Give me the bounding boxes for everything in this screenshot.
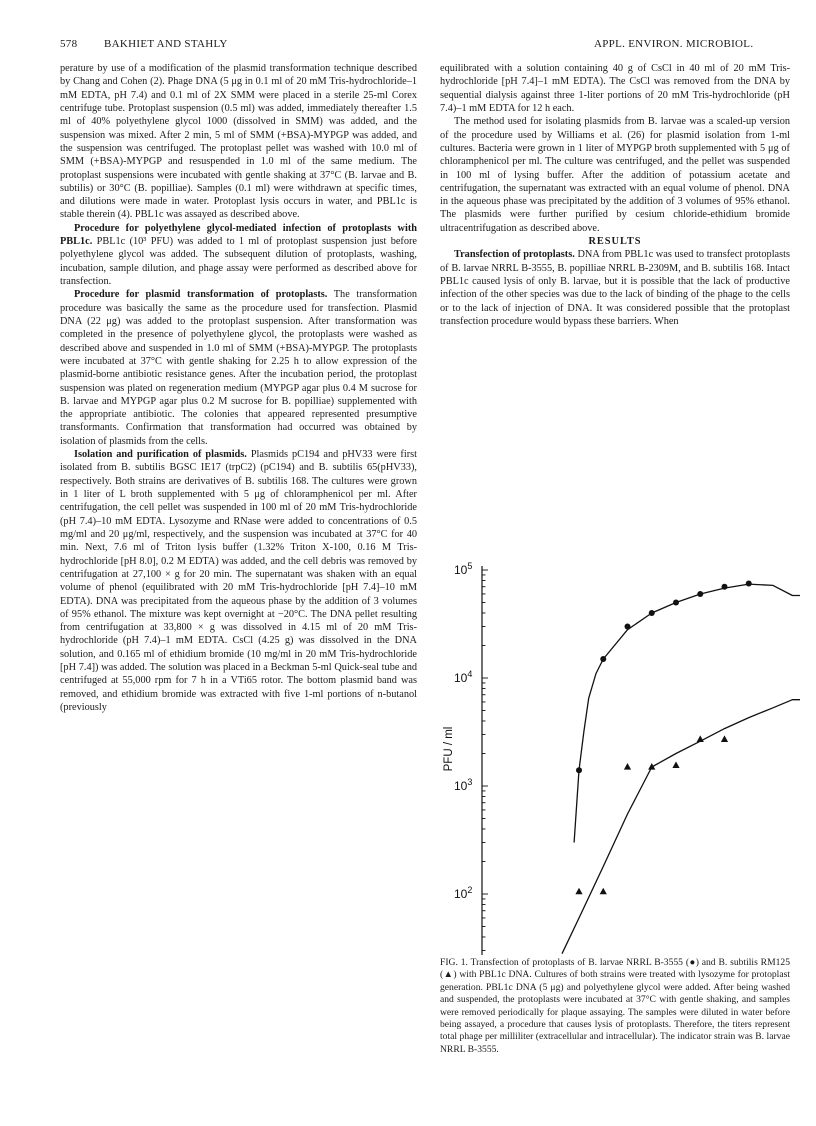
paragraph-text: Plasmids pC194 and pHV33 were first isolated from B. subtilis BGSC IE17 (trpC2) (pC194) and B. subtilis 65(pHV33), respectively. Both strains are derivatives of B. subtilis 168. The cultures were grown in 1 liter of L broth supplemented with 5 μg of chloramphenicol per ml. After centrifugation, the cell pellet was suspended in 100 ml of 20 mM Tris-hydrochloride (pH 7.4)–10 mM EDTA. Lysozyme and RNase were added to concentrations of 0.5 mg/ml and 20 μg/ml, respectively, and the suspension was incubated at 37°C for 40 min. Next, 7.6 ml of Triton lysis buffer (1.32% Triton X-100, 0.16 M Tris-hydrochloride [pH 8.0], 0.2 M EDTA) was added, and the cell debris was removed by centrifugation at 27,100 × g for 20 min. The supernatant was shaken with an equal volume of phenol (equilibrated with 20 mM Tris-hydrochloride [pH 7.4]–10 mM EDTA). DNA was precipitated from the aqueous phase by the addition of 3 volumes of 95% ethanol. The mixture was kept overnight at −20°C. The DNA pellet resulting from centrifugation at 33,800 × g was dissolved in 4.15 ml of 20 mM Tris-hydrochloride (pH 7.4)–1 mM EDTA. CsCl (4.25 g) was dissolved in the DNA solution, and 0.165 ml of ethidium bromide (10 mg/ml in 20 mM Tris-hydrochloride [pH 7.4]) was added. The solution was placed in a Beckman 5-ml Quick-seal tube and centrifuged at 55,000 rpm for 7 h in a VTi65 rotor. The bottom plasmid band was removed, and ethidium bromide was extracted with five 1-ml portions of n-butanol (previously [60, 449, 417, 713]
y-tick-label: $10^2$ [454, 885, 473, 901]
b-subtilis-point [697, 735, 704, 742]
running-head-authors: BAKHIET AND STAHLY [104, 38, 228, 50]
b-larvae-point [722, 584, 728, 590]
left-column [60, 62, 417, 714]
paragraph [440, 248, 790, 328]
page-number: 578 [60, 38, 78, 50]
figure-caption: FIG. 1. Transfection of protoplasts of B. larvae NRRL B-3555 (●) and B. subtilis RM125 (▲) with PBL1c DNA. Cultures of both strains were treated with lysozyme for protoplast generation. PBL1c DNA (5 μg) and polyethylene glycol were added. After being washed and suspended, the protoplasts were incubated at 37°C with gentle shaking, and samples were removed periodically for plaque assaying. The samples were diluted in water before being assayed, a procedure that causes lysis of protoplasts. Therefore, the titers represent total phage per milliliter (extracellular and intracellular). The indicator strain was B. larvae NRRL B-3555. [440, 957, 790, 1055]
paragraph [60, 222, 417, 289]
b-larvae-point [625, 623, 631, 629]
chart-curves [562, 584, 800, 954]
b-larvae-point [576, 767, 582, 773]
chart-marks [575, 580, 800, 894]
paragraph [60, 288, 417, 448]
section-heading: Procedure for plasmid transformation of protoplasts. [74, 289, 328, 301]
b-subtilis-point [721, 735, 728, 742]
results-heading: RESULTS [588, 236, 642, 248]
paragraph: perature by use of a modification of the plasmid transformation technique described by Chang and Cohen (2). Phage DNA (5 μg in 0.1 ml of 20 mM Tris-hydrochloride–1 mM EDTA, pH 7.4) and 0.1 ml of 2X SMM were placed in a sterile 25-ml Corex centrifuge tube. Protoplast suspension (0.5 ml) was added, immediately thereafter 1.5 ml of 40% polyethylene glycol 1000 (dissolved in SMM) was added, and the suspension was mixed. After 2 min, 5 ml of SMM (+BSA)-MYPGP was added, and the suspension was centrifuged. The protoplast pellet was washed with 10.0 ml of SMM (+BSA)-MYPGP and resuspended in 1.0 ml of the same medium. The protoplast suspensions were incubated with gentle shaking at 37°C (B. larvae and B. subtilis) or 30°C (B. popilliae). Samples (0.1 ml) were withdrawn at specific times, and dilutions were made in water. Protoplast lysis occurs in water, and PBL1c is stable therein (4). PBL1c was assayed as described above. [60, 63, 417, 221]
b-larvae-point [673, 600, 679, 606]
right-column [440, 62, 790, 328]
y-tick-label: $10^5$ [454, 561, 473, 577]
section-heading: Isolation and purification of plasmids. [74, 449, 247, 461]
chart-axes [482, 566, 800, 955]
b-larvae-point [649, 610, 655, 616]
paragraph [60, 448, 417, 714]
running-head-journal: APPL. ENVIRON. MICROBIOL. [594, 38, 754, 50]
paragraph: The method used for isolating plasmids from B. larvae was a scaled-up version of the procedure used by Williams et al. (26) for plasmid isolation from 1-ml cultures. Bacteria were grown in 1 liter of MYPGP broth supplemented with 5 μg of chloramphenicol per ml. The culture was centrifuged, and the pellet was suspended in 100 ml of lysing buffer. After the addition of potassium acetate and centrifugation, the supernatant was extracted with an equal volume of phenol. DNA in the aqueous phase was precipitated by the addition of 3 volumes of 95% ethanol. The plasmids were further purified by cesium chloride-ethidium bromide ultracentrifugation as described above. [440, 116, 790, 234]
b-subtilis-point [575, 888, 582, 895]
b-subtilis-point [624, 763, 631, 770]
b-larvae-point [746, 580, 752, 586]
figure-1-chart [440, 530, 800, 955]
paragraph-text: The transformation procedure was basically the same as the procedure used for transfection. Plasmid DNA (22 μg) was added to the protoplast suspension. After transformation was completed in the presence of polyethylene glycol, the protoplasts were washed as described above and suspended in 1.0 ml of SMM (+BSA)-MYPGP. The protoplasts were incubated at 37°C with gentle shaking for 2.25 h to allow expression of the plasmid-borne antibiotic resistance genes. After the incubation period, the protoplast suspension was plated on regeneration medium (MYPGP agar plus 0.4 M sucrose for B. larvae and MYPGP agar plus 0.2 M sucrose for B. popilliae) supplemented with the appropriate antibiotic. The colonies that appeared represented presumptive transformants. Confirmation that transformation had occurred was obtained by isolation of plasmids from the cells. [60, 289, 417, 447]
b-subtilis-curve [562, 700, 800, 954]
y-tick-label: $10^4$ [454, 669, 473, 685]
section-heading: Procedure for polyethylene glycol-mediated infection of protoplasts with PBL1c. [60, 222, 417, 248]
b-larvae-curve [574, 584, 800, 842]
y-axis-title: PFU / ml [443, 726, 455, 772]
b-larvae-point [697, 591, 703, 597]
b-subtilis-point [600, 888, 607, 895]
chart-labels [443, 561, 800, 955]
paragraph-text: DNA from PBL1c was used to transfect protoplasts of B. larvae NRRL B-3555, B. popilliae NRRL B-2309M, and B. subtilis 168. Intact PBL1c caused lysis of only B. larvae, but it is possible that the lack of productive infection of the other species was due to the lack of binding of the phage to the cells or to the lack of injection of DNA. It was considered possible that the protoplast transfection procedure would bypass these barriers. When [440, 249, 790, 327]
y-tick-label: $10^3$ [454, 777, 473, 793]
section-heading: Transfection of protoplasts. [454, 249, 575, 261]
paragraph: equilibrated with a solution containing 40 g of CsCl in 40 ml of 20 mM Tris-hydrochloride [pH 7.4]–1 mM EDTA). The CsCl was removed from the DNA by sequential dialysis against three 1-liter portions of 20 mM Tris-hydrochloride (pH 7.4)–1 mM EDTA for 12 h each. [440, 63, 790, 114]
paragraph-text: PBL1c (10³ PFU) was added to 1 ml of protoplast suspension just before polyethylene glycol was added. The subsequent dilution of protoplasts, washing, incubation, sample dilution, and phage assay were performed as described above for transfection. [60, 236, 417, 287]
b-subtilis-point [672, 761, 679, 768]
b-larvae-point [600, 656, 606, 662]
